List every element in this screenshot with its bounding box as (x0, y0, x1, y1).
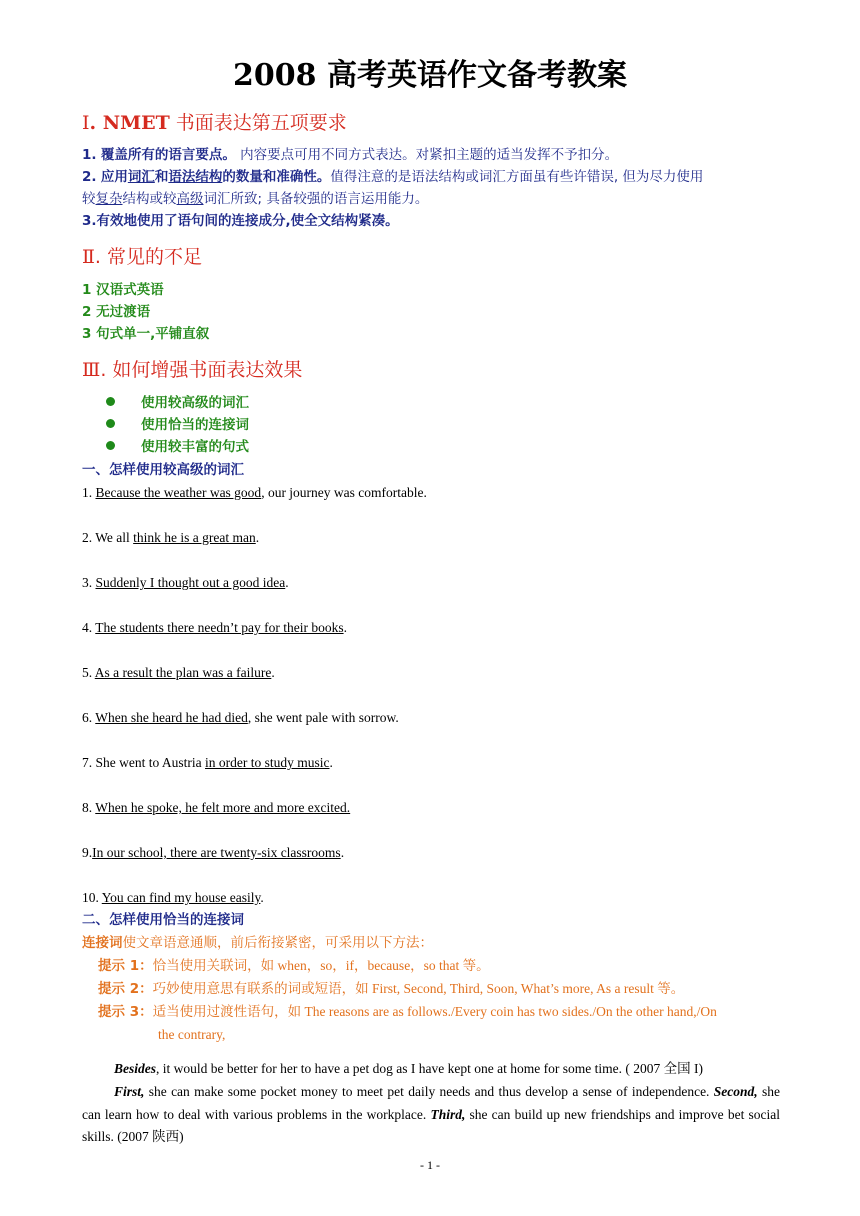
sentence-suffix: , she went pale with sorrow. (247, 710, 399, 725)
requirement-1 (82, 144, 618, 166)
example-sentence (82, 527, 259, 549)
bullet-dot-icon (106, 397, 115, 406)
tip-2-text: 巧妙使用意思有联系的词或短语，如 First, Second, Third, Soon, What’s more, As a result 等。 (152, 981, 685, 996)
shortcoming-item-2: 2 无过渡语 (82, 304, 151, 320)
section-1-heading-bold: . NMET (89, 112, 170, 134)
example-sentence (82, 797, 350, 819)
tip-3 (98, 1001, 717, 1023)
sentence-underlined: In our school, there are twenty-six classrooms (92, 845, 341, 860)
example-2-second: Second, (713, 1084, 758, 1099)
requirement-2-line2-u2: 高级 (176, 191, 204, 207)
tip-2-label: 提示 2： (98, 981, 153, 997)
sentence-underlined: The students there needn’t pay for their books (95, 620, 344, 635)
tip-2 (98, 978, 684, 1000)
sentence-underlined: When he spoke, he felt more and more excited. (95, 800, 351, 815)
shortcoming-item-3: 3 句式单一,平铺直叙 (82, 326, 210, 342)
shortcoming-item-1: 1 汉语式英语 (82, 282, 164, 298)
tip-3-label: 提示 3： (98, 1004, 153, 1020)
sentence-prefix: 7. She went to Austria (82, 755, 205, 770)
requirement-2-line2-c: 词汇所致; 具备较强的语言运用能力。 (203, 191, 429, 207)
example-sentence (82, 752, 333, 774)
section-3-heading (82, 357, 302, 383)
requirement-2-line2 (82, 188, 428, 210)
example-2-text-2: she can learn how to deal with various problems in the workplace. (82, 1084, 780, 1122)
example-sentence (82, 482, 427, 504)
section-1-numeral: Ⅰ (82, 112, 90, 134)
sentence-suffix: . (340, 845, 345, 860)
tip-3-text: 适当使用过渡性语句，如 The reasons are as follows./Every coin has two sides./On the other hand,/On (152, 1004, 717, 1019)
sentence-prefix: 9. (82, 845, 93, 860)
requirement-2-num: 2. (82, 169, 97, 185)
bullet-item-3 (106, 436, 249, 458)
sentence-suffix: . (271, 665, 275, 680)
tip-1 (98, 955, 490, 977)
bullet-item-2-text: 使用恰当的连接词 (141, 417, 249, 433)
tip-1-label: 提示 1： (98, 958, 153, 974)
example-sentence (82, 617, 347, 639)
example-sentence (82, 572, 289, 594)
example-2-text-3: she can build up new friendships and improve bet social skills. (2007 陕西) (82, 1106, 781, 1144)
sentence-underlined: Because the weather was good (95, 485, 262, 500)
bullet-item-1-text: 使用较高级的词汇 (141, 395, 249, 411)
example-sentence (82, 887, 264, 909)
example-paragraph-2 (82, 1081, 780, 1149)
requirement-2-line2-a: 较 (82, 191, 96, 207)
requirement-2-p1: 应用 (100, 169, 128, 185)
sentence-suffix: . (255, 530, 260, 545)
section-1-heading-rest: 书面表达第五项要求 (169, 112, 347, 134)
sentence-underlined: You can find my house easily (101, 890, 261, 905)
section-2-numeral: Ⅱ (82, 246, 95, 268)
section-2-heading-text: . 常见的不足 (94, 246, 203, 268)
connector-intro (82, 932, 433, 954)
requirement-1-num: 1. (82, 147, 97, 163)
section-3-numeral: Ⅲ (82, 359, 101, 381)
example-paragraph-1 (82, 1058, 780, 1081)
requirement-2-line2-u1: 复杂 (95, 191, 123, 207)
sentence-prefix: 3. (82, 575, 96, 590)
example-sentence (82, 662, 275, 684)
sentence-underlined: Suddenly I thought out a good idea (95, 575, 286, 590)
connector-intro-bold: 连接词 (82, 935, 123, 951)
page-number: - 1 - (420, 1158, 440, 1172)
requirement-2-line2-b: 结构或较 (122, 191, 177, 207)
section-2-heading (82, 244, 202, 270)
example-1-bold: Besides (114, 1061, 156, 1076)
sentence-suffix: . (343, 620, 347, 635)
connector-intro-rest: 使文章语意通顺，前后衔接紧密，可采用以下方法： (122, 935, 433, 951)
sentence-prefix: 4. (82, 620, 96, 635)
sentence-underlined: in order to study music (205, 755, 330, 770)
section-3-heading-text: . 如何增强书面表达效果 (100, 359, 303, 381)
requirement-2-u2: 语法结构 (168, 169, 223, 185)
sentence-suffix: . (285, 575, 289, 590)
section-1-heading (82, 110, 347, 136)
sentence-underlined: When she heard he had died (95, 710, 248, 725)
bullet-dot-icon (106, 419, 115, 428)
part-1-heading: 一、怎样使用较高级的词汇 (82, 462, 244, 478)
sentence-prefix: 5. (82, 665, 95, 680)
example-1-rest: , it would be better for her to have a pet dog as I have kept one at home for some time. ( 2007 全国 I) (156, 1061, 703, 1076)
sentence-underlined: As a result the plan was a failure (94, 665, 272, 680)
example-2-text-1: she can make some pocket money to meet pet daily needs and thus develop a sense of independence. (144, 1084, 710, 1099)
requirement-1-rest: 内容要点可用不同方式表达。对紧扣主题的适当发挥不予扣分。 (235, 147, 619, 163)
sentence-suffix: . (329, 755, 333, 770)
sentence-underlined: think he is a great man (133, 530, 256, 545)
sentence-prefix: 10. (82, 890, 102, 905)
sentence-prefix: 6. (82, 710, 96, 725)
requirement-2-u1: 词汇 (127, 169, 155, 185)
sentence-prefix: 2. We all (82, 530, 134, 545)
bullet-item-3-text: 使用较丰富的句式 (141, 439, 249, 455)
sentence-prefix: 1. (82, 485, 96, 500)
sentence-suffix: , our journey was comfortable. (261, 485, 427, 500)
tip-1-text: 恰当使用关联词，如 when，so，if，because，so that 等。 (152, 958, 490, 973)
requirement-2-p3: 的数量和准确性。 (222, 169, 331, 185)
bullet-item-2 (106, 414, 249, 436)
requirement-1-bold: 覆盖所有的语言要点。 (100, 147, 236, 163)
sentence-prefix: 8. (82, 800, 96, 815)
part-2-heading: 二、怎样使用恰当的连接词 (82, 912, 244, 928)
requirement-2-p2: 和 (154, 169, 169, 185)
bullet-item-1 (106, 392, 249, 414)
requirement-2-line1 (82, 166, 703, 188)
example-sentence (82, 842, 344, 864)
example-2-first: First, (114, 1084, 145, 1099)
example-sentence (82, 707, 399, 729)
page-title: 2008 高考英语作文备考教案 (233, 58, 627, 93)
requirement-2-rest: 值得注意的是语法结构或词汇方面虽有些许错误, 但为尽力使用 (330, 169, 704, 185)
requirement-3: 3.有效地使用了语句间的连接成分,使全文结构紧凑。 (82, 213, 399, 229)
sentence-suffix: . (260, 890, 264, 905)
tip-3-continuation: the contrary, (158, 1027, 226, 1042)
bullet-dot-icon (106, 441, 115, 450)
example-2-third: Third, (430, 1106, 466, 1122)
